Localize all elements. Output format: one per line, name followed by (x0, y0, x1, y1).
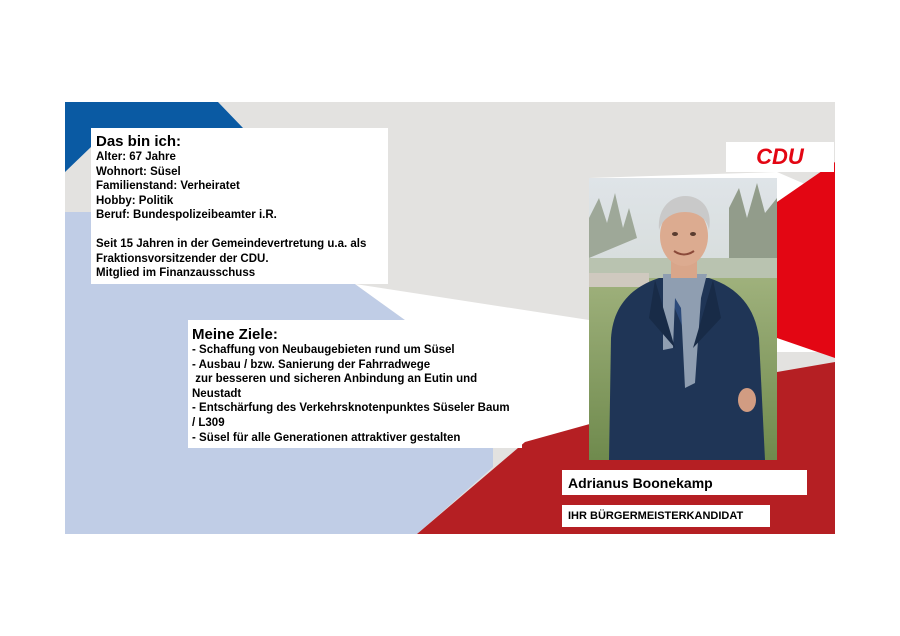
profile-bio-line: Seit 15 Jahren in der Gemeindevertretung u.a. als (96, 237, 367, 250)
goal-line: zur besseren und sicheren Anbindung an Eutin und (192, 373, 478, 386)
profile-profession: Beruf: Bundespolizeibeamter i.R. (96, 209, 277, 222)
candidate-photo-illustration (589, 178, 777, 460)
campaign-poster (65, 102, 835, 534)
profile-bio-line: Mitglied im Finanzausschuss (96, 267, 256, 280)
profile-marital-status: Familienstand: Verheiratet (96, 180, 240, 193)
candidate-name: Adrianus Boonekamp (562, 470, 807, 495)
profile-heading: Das bin ich: (96, 133, 182, 150)
goal-line: / L309 (192, 416, 225, 429)
candidate-photo (589, 178, 777, 460)
profile-age: Alter: 67 Jahre (96, 151, 176, 163)
profile-box (91, 128, 388, 284)
goal-line: Neustadt (192, 387, 242, 400)
goal-line: - Schaffung von Neubaugebieten rund um Süsel (192, 344, 455, 356)
goal-line: - Süsel für alle Generationen attraktiver gestalten (192, 431, 461, 444)
goals-box (188, 320, 522, 448)
goal-line: - Ausbau / bzw. Sanierung der Fahrradwege (192, 358, 431, 371)
cdu-logo: CDU (726, 142, 834, 172)
candidate-title: IHR BÜRGERMEISTERKANDIDAT (562, 505, 770, 527)
profile-bio-line: Fraktionsvorsitzender der CDU. (96, 252, 269, 265)
goals-heading: Meine Ziele: (192, 326, 278, 343)
profile-hobby: Hobby: Politik (96, 194, 174, 207)
goal-line: - Entschärfung des Verkehrsknotenpunktes Süseler Baum (192, 402, 510, 415)
profile-residence: Wohnort: Süsel (96, 165, 181, 178)
